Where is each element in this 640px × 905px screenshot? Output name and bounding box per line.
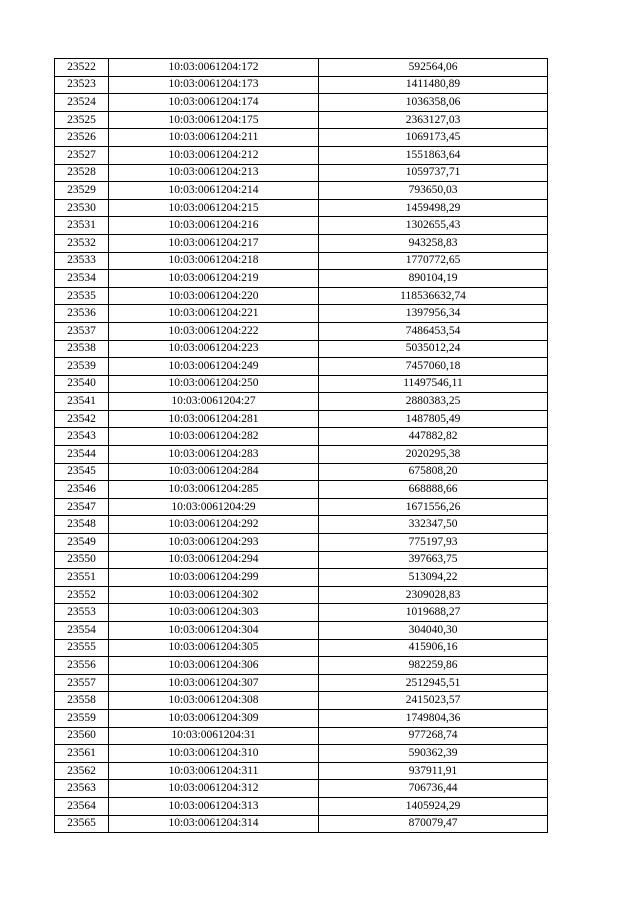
cadastral-number-cell: 10:03:0061204:175 [109, 111, 319, 129]
table-row [55, 745, 548, 763]
table-row [55, 498, 548, 516]
value-cell: 447882,82 [319, 428, 548, 446]
value-cell: 2880383,25 [319, 393, 548, 411]
value-cell: 675808,20 [319, 463, 548, 481]
cadastral-number-cell: 10:03:0061204:27 [109, 393, 319, 411]
table-row [55, 463, 548, 481]
cadastral-number-cell: 10:03:0061204:284 [109, 463, 319, 481]
value-cell: 890104,19 [319, 270, 548, 288]
value-cell: 1019688,27 [319, 604, 548, 622]
table-row [55, 815, 548, 833]
cadastral-number-cell: 10:03:0061204:281 [109, 410, 319, 428]
value-cell: 2020295,38 [319, 446, 548, 464]
value-cell: 304040,30 [319, 622, 548, 640]
row-number-cell: 23531 [55, 217, 109, 235]
cadastral-number-cell: 10:03:0061204:282 [109, 428, 319, 446]
cadastral-number-cell: 10:03:0061204:218 [109, 252, 319, 270]
value-cell: 332347,50 [319, 516, 548, 534]
table-row [55, 797, 548, 815]
row-number-cell: 23542 [55, 410, 109, 428]
table-row [55, 322, 548, 340]
value-cell: 513094,22 [319, 569, 548, 587]
table-row [55, 182, 548, 200]
cadastral-number-cell: 10:03:0061204:31 [109, 727, 319, 745]
value-cell: 943258,83 [319, 234, 548, 252]
row-number-cell: 23546 [55, 481, 109, 499]
value-cell: 706736,44 [319, 780, 548, 798]
row-number-cell: 23565 [55, 815, 109, 833]
table-row [55, 780, 548, 798]
table-row [55, 59, 548, 77]
table-row [55, 164, 548, 182]
value-cell: 1036358,06 [319, 94, 548, 112]
table-row [55, 252, 548, 270]
value-cell: 11497546,11 [319, 375, 548, 393]
cadastral-number-cell: 10:03:0061204:221 [109, 305, 319, 323]
cadastral-number-cell: 10:03:0061204:306 [109, 657, 319, 675]
value-cell: 590362,39 [319, 745, 548, 763]
row-number-cell: 23527 [55, 146, 109, 164]
value-cell: 1487805,49 [319, 410, 548, 428]
row-number-cell: 23561 [55, 745, 109, 763]
cadastral-number-cell: 10:03:0061204:310 [109, 745, 319, 763]
value-cell: 7457060,18 [319, 358, 548, 376]
value-cell: 415906,16 [319, 639, 548, 657]
cadastral-number-cell: 10:03:0061204:172 [109, 59, 319, 77]
table-row [55, 709, 548, 727]
row-number-cell: 23540 [55, 375, 109, 393]
value-cell: 775197,93 [319, 534, 548, 552]
cadastral-number-cell: 10:03:0061204:312 [109, 780, 319, 798]
row-number-cell: 23538 [55, 340, 109, 358]
value-cell: 1059737,71 [319, 164, 548, 182]
row-number-cell: 23558 [55, 692, 109, 710]
cadastral-number-cell: 10:03:0061204:304 [109, 622, 319, 640]
value-cell: 1770772,65 [319, 252, 548, 270]
row-number-cell: 23522 [55, 59, 109, 77]
value-cell: 397663,75 [319, 551, 548, 569]
table-row [55, 358, 548, 376]
cadastral-number-cell: 10:03:0061204:212 [109, 146, 319, 164]
row-number-cell: 23563 [55, 780, 109, 798]
value-cell: 1069173,45 [319, 129, 548, 147]
table-row [55, 762, 548, 780]
cadastral-number-cell: 10:03:0061204:308 [109, 692, 319, 710]
cadastral-number-cell: 10:03:0061204:299 [109, 569, 319, 587]
cadastral-number-cell: 10:03:0061204:250 [109, 375, 319, 393]
table-row [55, 199, 548, 217]
value-cell: 2309028,83 [319, 586, 548, 604]
table-row [55, 234, 548, 252]
cadastral-number-cell: 10:03:0061204:174 [109, 94, 319, 112]
table-row [55, 305, 548, 323]
table-row [55, 481, 548, 499]
row-number-cell: 23529 [55, 182, 109, 200]
row-number-cell: 23555 [55, 639, 109, 657]
value-cell: 2512945,51 [319, 674, 548, 692]
table-row [55, 604, 548, 622]
cadastral-number-cell: 10:03:0061204:216 [109, 217, 319, 235]
value-cell: 118536632,74 [319, 287, 548, 305]
row-number-cell: 23547 [55, 498, 109, 516]
table-row [55, 674, 548, 692]
row-number-cell: 23543 [55, 428, 109, 446]
cadastral-number-cell: 10:03:0061204:213 [109, 164, 319, 182]
table-row [55, 129, 548, 147]
cadastral-number-cell: 10:03:0061204:217 [109, 234, 319, 252]
value-cell: 592564,06 [319, 59, 548, 77]
row-number-cell: 23525 [55, 111, 109, 129]
value-cell: 793650,03 [319, 182, 548, 200]
value-cell: 1397956,34 [319, 305, 548, 323]
cadastral-number-cell: 10:03:0061204:220 [109, 287, 319, 305]
row-number-cell: 23545 [55, 463, 109, 481]
cadastral-value-table [54, 58, 548, 833]
cadastral-number-cell: 10:03:0061204:307 [109, 674, 319, 692]
row-number-cell: 23535 [55, 287, 109, 305]
table-row [55, 657, 548, 675]
row-number-cell: 23528 [55, 164, 109, 182]
cadastral-number-cell: 10:03:0061204:302 [109, 586, 319, 604]
cadastral-number-cell: 10:03:0061204:293 [109, 534, 319, 552]
table-row [55, 551, 548, 569]
value-cell: 937911,91 [319, 762, 548, 780]
table-row [55, 146, 548, 164]
cadastral-number-cell: 10:03:0061204:311 [109, 762, 319, 780]
row-number-cell: 23549 [55, 534, 109, 552]
table-row [55, 94, 548, 112]
row-number-cell: 23541 [55, 393, 109, 411]
row-number-cell: 23554 [55, 622, 109, 640]
value-cell: 1302655,43 [319, 217, 548, 235]
cadastral-number-cell: 10:03:0061204:214 [109, 182, 319, 200]
row-number-cell: 23553 [55, 604, 109, 622]
value-cell: 1411480,89 [319, 76, 548, 94]
cadastral-number-cell: 10:03:0061204:292 [109, 516, 319, 534]
value-cell: 977268,74 [319, 727, 548, 745]
cadastral-number-cell: 10:03:0061204:314 [109, 815, 319, 833]
table-row [55, 569, 548, 587]
row-number-cell: 23536 [55, 305, 109, 323]
table-row [55, 287, 548, 305]
table-row [55, 111, 548, 129]
table-body [55, 59, 548, 833]
cadastral-number-cell: 10:03:0061204:222 [109, 322, 319, 340]
table-row [55, 410, 548, 428]
row-number-cell: 23550 [55, 551, 109, 569]
table-row [55, 375, 548, 393]
row-number-cell: 23544 [55, 446, 109, 464]
table-row [55, 692, 548, 710]
table-row [55, 586, 548, 604]
table-row [55, 446, 548, 464]
row-number-cell: 23539 [55, 358, 109, 376]
cadastral-number-cell: 10:03:0061204:249 [109, 358, 319, 376]
value-cell: 1671556,26 [319, 498, 548, 516]
value-cell: 1459498,29 [319, 199, 548, 217]
row-number-cell: 23523 [55, 76, 109, 94]
cadastral-number-cell: 10:03:0061204:211 [109, 129, 319, 147]
value-cell: 1405924,29 [319, 797, 548, 815]
table-row [55, 428, 548, 446]
cadastral-number-cell: 10:03:0061204:285 [109, 481, 319, 499]
table-row [55, 393, 548, 411]
row-number-cell: 23560 [55, 727, 109, 745]
table-row [55, 76, 548, 94]
table-row [55, 270, 548, 288]
row-number-cell: 23557 [55, 674, 109, 692]
table-row [55, 340, 548, 358]
row-number-cell: 23526 [55, 129, 109, 147]
value-cell: 1749804,36 [319, 709, 548, 727]
row-number-cell: 23548 [55, 516, 109, 534]
row-number-cell: 23559 [55, 709, 109, 727]
row-number-cell: 23534 [55, 270, 109, 288]
row-number-cell: 23552 [55, 586, 109, 604]
row-number-cell: 23533 [55, 252, 109, 270]
cadastral-number-cell: 10:03:0061204:305 [109, 639, 319, 657]
row-number-cell: 23537 [55, 322, 109, 340]
value-cell: 2415023,57 [319, 692, 548, 710]
table-row [55, 534, 548, 552]
row-number-cell: 23564 [55, 797, 109, 815]
row-number-cell: 23556 [55, 657, 109, 675]
cadastral-number-cell: 10:03:0061204:215 [109, 199, 319, 217]
value-cell: 7486453,54 [319, 322, 548, 340]
value-cell: 982259,86 [319, 657, 548, 675]
value-cell: 668888,66 [319, 481, 548, 499]
cadastral-number-cell: 10:03:0061204:303 [109, 604, 319, 622]
row-number-cell: 23524 [55, 94, 109, 112]
table-row [55, 516, 548, 534]
cadastral-number-cell: 10:03:0061204:223 [109, 340, 319, 358]
row-number-cell: 23562 [55, 762, 109, 780]
value-cell: 1551863,64 [319, 146, 548, 164]
cadastral-number-cell: 10:03:0061204:313 [109, 797, 319, 815]
table-row [55, 217, 548, 235]
value-cell: 5035012,24 [319, 340, 548, 358]
table-row [55, 639, 548, 657]
row-number-cell: 23532 [55, 234, 109, 252]
table-row [55, 727, 548, 745]
row-number-cell: 23530 [55, 199, 109, 217]
cadastral-number-cell: 10:03:0061204:294 [109, 551, 319, 569]
row-number-cell: 23551 [55, 569, 109, 587]
cadastral-number-cell: 10:03:0061204:309 [109, 709, 319, 727]
table-row [55, 622, 548, 640]
value-cell: 870079,47 [319, 815, 548, 833]
cadastral-number-cell: 10:03:0061204:283 [109, 446, 319, 464]
cadastral-number-cell: 10:03:0061204:29 [109, 498, 319, 516]
cadastral-number-cell: 10:03:0061204:219 [109, 270, 319, 288]
value-cell: 2363127,03 [319, 111, 548, 129]
cadastral-number-cell: 10:03:0061204:173 [109, 76, 319, 94]
